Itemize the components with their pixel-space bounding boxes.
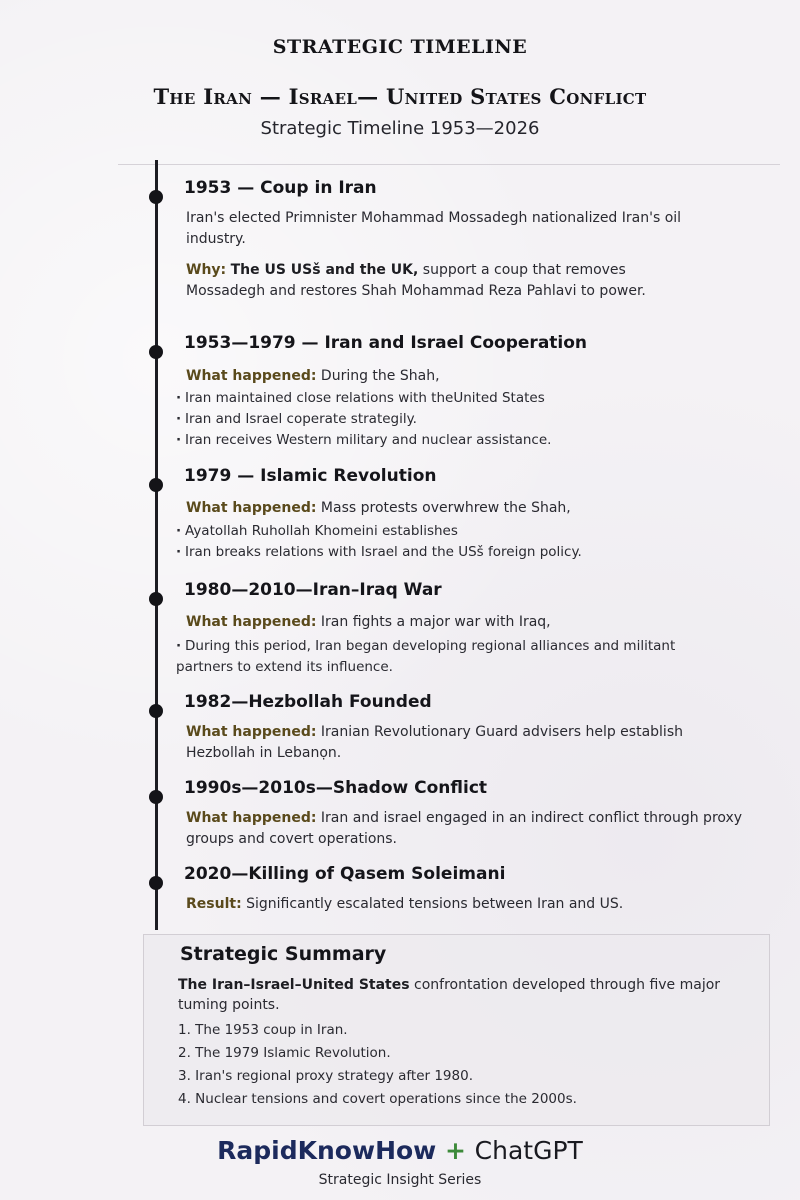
list-item: 2. The 1979 Islamic Revolution. [178, 1045, 391, 1061]
summary-list [178, 1019, 577, 1111]
brand-logo [0, 1136, 800, 1165]
event-detail-text: Iranian Revolutionary Guard advisers help establish Hezbollah in Lebanọn. [186, 724, 683, 761]
top-divider [118, 164, 780, 165]
event-title: 1953—1979 — Iran and Israel Cooperation [184, 333, 588, 353]
brand-primary: RapidKnowHow [217, 1136, 437, 1165]
event-detail-text: During the Shah, [320, 368, 440, 384]
timeline-dot [149, 478, 163, 492]
event-bullets [176, 388, 766, 451]
event-lead: What happened: [186, 614, 317, 630]
event-detail-text: Iran and israel engaged in an indirect conflict through proxy groups and covert operations. [186, 810, 743, 847]
summary-intro-text: confrontation developed through five major tuming points. [178, 977, 721, 1013]
event-title: 2020—Killing of Qasem Soleimani [184, 864, 506, 884]
event-description: Iran's elected Primnister Mohammad Mossadegh nationalized Iran's oil industry. [186, 210, 682, 247]
summary-title: Strategic Summary [180, 943, 387, 965]
timeline-dot [149, 345, 163, 359]
event-detail-text: support a coup that removes Mossadegh and restores Shah Mohammad Reza Pahlavi to power. [186, 262, 646, 299]
event-lead: What happened: [186, 724, 317, 740]
event-lead: What happened: [186, 500, 317, 516]
timeline-line [155, 160, 158, 930]
event-detail [186, 894, 766, 915]
summary-intro-strong: The Iran–Israel–United States [178, 977, 410, 993]
event-title: 1990s—2010s—Shadow Conflict [184, 778, 488, 798]
page-subtitle: Strategic Timeline 1953—2026 [260, 118, 540, 139]
list-item: 1. The 1953 coup in Iran. [178, 1022, 348, 1038]
timeline-dot [149, 592, 163, 606]
timeline-dot [149, 190, 163, 204]
event-title: 1979 — Islamic Revolution [184, 466, 437, 486]
event-title: 1980—2010—Iran–Iraq War [184, 580, 442, 600]
list-item: · Iran and Israel coperate strategily. [176, 409, 766, 430]
brand-plus: + [445, 1136, 466, 1165]
summary-box [143, 934, 770, 1126]
event-lead-strong: The US USš and the UK, [230, 262, 419, 278]
list-item: · During this period, Iran began developing regional alliances and militant partners to extend its influence. [176, 636, 696, 678]
event-lead: What happened: [186, 810, 317, 826]
event-title: 1953 — Coup in Iran [184, 178, 377, 198]
list-item: · Iran receives Western military and nuclear assistance. [176, 430, 766, 451]
timeline-dot [149, 876, 163, 890]
event-bullets [176, 636, 696, 678]
list-item: · Iran breaks relations with Israel and the USš foreign policy. [176, 542, 766, 563]
event-lead: What happened: [186, 368, 317, 384]
event-detail-text: Iran fights a major war with Iraq, [320, 614, 551, 630]
summary-intro [178, 975, 738, 1015]
list-item: 3. Iran's regional proxy strategy after 1980. [178, 1068, 473, 1084]
event-detail-text: Significantly escalated tensions between Iran and US. [246, 896, 624, 912]
list-item: 4. Nuclear tensions and covert operations since the 2000s. [178, 1091, 577, 1107]
event-detail [186, 366, 756, 387]
event-detail-text: Mass protests overwhrew the Shah, [320, 500, 571, 516]
footer-series: Strategic Insight Series [318, 1172, 482, 1188]
event-title: 1982—Hezbollah Founded [184, 692, 432, 712]
event-lead: Result: [186, 896, 242, 912]
event-detail [186, 612, 756, 633]
event-detail [186, 260, 706, 302]
list-item: · Ayatollah Ruhollah Khomeini establishes [176, 521, 766, 542]
timeline-dot [149, 790, 163, 804]
event-lead: Why: [186, 262, 227, 278]
timeline-dot [149, 704, 163, 718]
header-kicker: STRATEGIC TIMELINE [272, 36, 528, 58]
brand-secondary: ChatGPT [474, 1136, 583, 1165]
event-bullets [176, 521, 766, 563]
event-detail [186, 808, 746, 850]
event-detail [186, 498, 756, 519]
event-detail [186, 722, 726, 764]
list-item: · Iran maintained close relations with theUnited States [176, 388, 766, 409]
page-title: The Iran — Israel— United States Conflict [153, 84, 647, 109]
